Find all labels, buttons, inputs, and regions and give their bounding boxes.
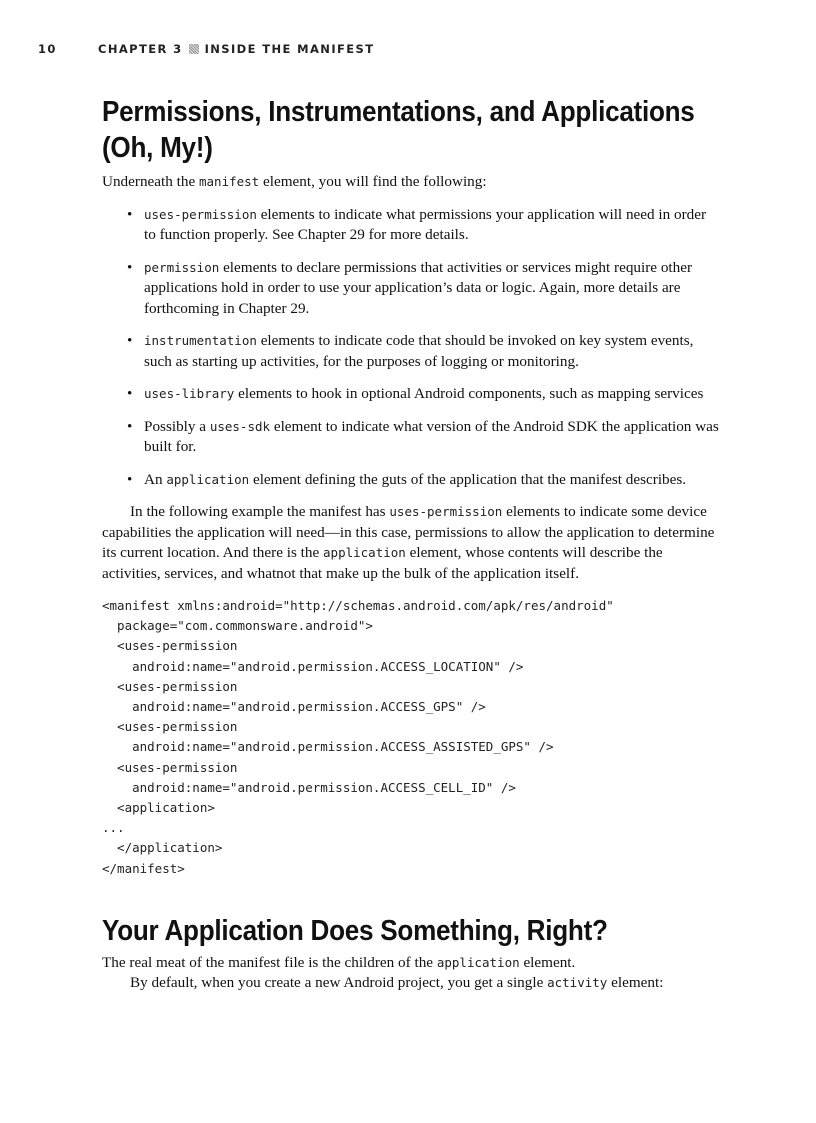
page-content [102,94,720,994]
section-heading-permissions: Permissions, Instrumentations, and Applications (Oh, My!) [102,96,695,164]
separator-icon [189,44,199,54]
bullet-icon: • [127,417,133,435]
body-paragraph: The real meat of the manifest file is the children of the application element. [102,953,576,971]
manifest-children-list [102,205,720,491]
intro-paragraph: Underneath the manifest element, you will find the following: [102,173,487,190]
list-item: • instrumentation elements to indicate code that should be invoked on key system events, such as starting up activities, for the purposes of logging or monitoring. [127,332,694,370]
list-item: • uses-library elements to hook in optional Android components, such as mapping services [102,384,720,405]
chapter-label: CHAPTER 3 [98,42,183,56]
example-paragraph: In the following example the manifest has uses-permission elements to indicate some device capabilities the application will need—in this case, permissions to allow the application to determine its current location. And there is the application element, whose contents will describe the activities, services, and whatnot that make up the bulk of the application itself. [102,503,715,582]
list-item: • Possibly a uses-sdk element to indicate what version of the Android SDK the application was built for. [127,417,719,455]
page-number: 10 [38,42,57,56]
chapter-title: INSIDE THE MANIFEST [204,42,375,56]
body-paragraph: By default, when you create a new Android project, you get a single activity element: [130,974,664,992]
bullet-icon: • [127,385,133,402]
bullet-icon: • [127,332,133,349]
section-heading-application: Your Application Does Something, Right? [102,914,608,947]
bullet-icon: • [127,470,133,488]
list-item: • permission elements to declare permissions that activities or services might require other applications hold in order to use your application’s data or logic. Again, more details are forthcoming in Chapter 29. [127,258,693,317]
bullet-icon: • [127,258,133,276]
list-item: • uses-permission elements to indicate what permissions your application will need in order to function properly. See Chapter 29 for more details. [127,205,707,243]
bullet-icon: • [127,205,133,223]
manifest-code-block: <manifest xmlns:android="http://schemas.android.com/apk/res/android" package="com.commonsware.android"> <uses-permission android:name="android.permission.ACCESS_LOCATION" /> <uses-permission android:name="android.permission.ACCESS_GPS" /> <uses-permission android:name="android.permission.ACCESS_ASSISTED_GPS" /> <uses-permission android:name="android.permission.ACCESS_CELL_ID" /> <application> ... </application> </manifest> [102,598,614,876]
running-header [38,42,374,56]
list-item: • An application element defining the guts of the application that the manifest describes. [102,470,720,491]
